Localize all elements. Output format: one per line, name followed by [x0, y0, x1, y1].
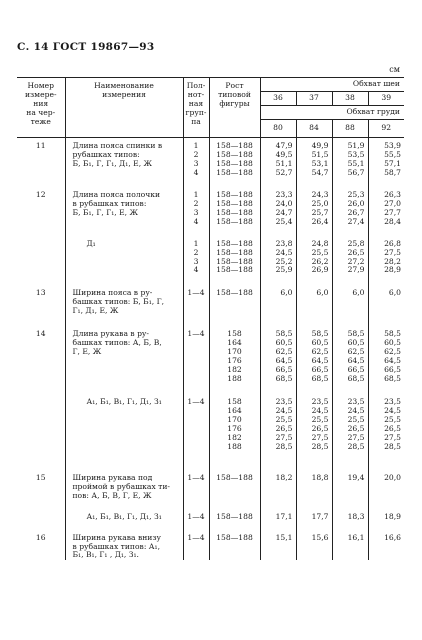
table-row — [17, 191, 404, 227]
size-value-col-1: 6,0 — [260, 289, 296, 316]
figure-height: 158—188 — [209, 474, 260, 501]
measurement-number: 14 — [35, 329, 46, 339]
figure-height: 158 164 170 176 182 188 — [209, 398, 260, 452]
table-row — [17, 398, 404, 452]
measurement-name: Длина пояса спинки в рубашках типов: Б, Б₁, Г, Г₁, Д₁, Е, Ж — [65, 142, 183, 178]
table-row — [17, 534, 404, 561]
fullness-group: 1—4 — [183, 330, 209, 384]
size-value-col-2: 24,3 25,0 25,7 26,4 — [296, 191, 332, 227]
header-neck-38: 38 — [332, 92, 368, 106]
row-spacer — [17, 522, 404, 534]
page-header: С. 14 ГОСТ 19867—93 — [17, 41, 155, 53]
header-name: Наименование измерения — [65, 78, 183, 138]
size-value-col-1: 58,5 60,5 62,5 64,5 66,5 68,5 — [260, 330, 296, 384]
table-row — [17, 289, 404, 316]
size-value-col-3: 6,0 — [332, 289, 368, 316]
figure-height: 158—188 158—188 158—188 158—188 — [209, 191, 260, 227]
size-value-col-1: 15,1 — [260, 534, 296, 561]
measurement-number — [17, 398, 65, 452]
fullness-group: 1—4 — [183, 474, 209, 501]
table-row — [17, 330, 404, 384]
measurement-name: Ширина рукава внизу в рубашках типов: А₁, Б₁, В₁, Г₁ , Д₁, З₁. — [65, 534, 183, 561]
size-value-col-2: 24,8 25,5 26,2 26,9 — [296, 240, 332, 276]
size-value-col-2: 17,7 — [296, 513, 332, 522]
measurement-number: 13 — [35, 288, 46, 298]
row-spacer — [17, 501, 404, 513]
row-spacer — [17, 178, 404, 191]
unit-label: см — [389, 65, 400, 74]
measurement-number: 12 — [35, 189, 46, 199]
fullness-group: 1—4 — [183, 398, 209, 452]
measurement-number — [17, 513, 65, 522]
header-number: Номер измере- ния на чер- теже — [17, 78, 65, 138]
measurement-name: Д₁ — [65, 240, 183, 276]
row-spacer — [17, 316, 404, 330]
size-value-col-4: 6,0 — [368, 289, 404, 316]
size-value-col-3: 58,5 60,5 62,5 64,5 66,5 68,5 — [332, 330, 368, 384]
size-value-col-4: 53,9 55,5 57,1 58,7 — [368, 142, 404, 178]
figure-height: 158—188 — [209, 534, 260, 561]
size-value-col-1: 47,9 49,5 51,1 52,7 — [260, 142, 296, 178]
size-value-col-4: 18,9 — [368, 513, 404, 522]
header-chest-80: 80 — [260, 120, 296, 138]
fullness-group: 1—4 — [183, 534, 209, 561]
size-value-col-4: 20,0 — [368, 474, 404, 501]
size-value-col-1: 23,5 24,5 25,5 26,5 27,5 28,5 — [260, 398, 296, 452]
header-chest-88: 88 — [332, 120, 368, 138]
row-spacer — [17, 384, 404, 398]
size-value-col-1: 18,2 — [260, 474, 296, 501]
size-value-col-4: 23,5 24,5 25,5 26,5 27,5 28,5 — [368, 398, 404, 452]
row-spacer — [17, 452, 404, 474]
figure-height: 158—188 — [209, 289, 260, 316]
fullness-group: 1 2 3 4 — [183, 240, 209, 276]
header-neck-39: 39 — [368, 92, 404, 106]
table-row — [17, 142, 404, 178]
measurement-number: 15 — [35, 472, 46, 482]
row-spacer — [17, 275, 404, 289]
size-value-col-1: 17,1 — [260, 513, 296, 522]
size-value-col-2: 23,5 24,5 25,5 26,5 27,5 28,5 — [296, 398, 332, 452]
header-chest-84: 84 — [296, 120, 332, 138]
measurement-name: Ширина пояса в ру- башках типов: Б, Б₁, Г, Г₁, Д₁, Е, Ж — [65, 289, 183, 316]
size-value-col-1: 23,3 24,0 24,7 25,4 — [260, 191, 296, 227]
size-value-col-3: 16,1 — [332, 534, 368, 561]
table-row — [17, 474, 404, 501]
size-value-col-4: 16,6 — [368, 534, 404, 561]
measurement-name: Длина рукава в ру- башках типов: А, Б, В, Г, Е, Ж — [65, 330, 183, 384]
table-row — [17, 513, 404, 522]
size-value-col-4: 26,8 27,5 28,2 28,9 — [368, 240, 404, 276]
header-height: Рост типовой фигуры — [209, 78, 260, 138]
figure-height: 158—188 — [209, 513, 260, 522]
figure-height: 158—188 158—188 158—188 158—188 — [209, 142, 260, 178]
measurement-number: 11 — [35, 141, 46, 150]
size-value-col-1: 23,8 24,5 25,2 25,9 — [260, 240, 296, 276]
size-value-col-3: 18,3 — [332, 513, 368, 522]
header-neck-girth: Обхват шеи — [260, 78, 404, 92]
size-value-col-3: 19,4 — [332, 474, 368, 501]
figure-height: 158 164 170 176 182 188 — [209, 330, 260, 384]
row-spacer — [17, 227, 404, 240]
size-value-col-4: 58,5 60,5 62,5 64,5 66,5 68,5 — [368, 330, 404, 384]
measurement-name: А₁, Б₁, В₁, Г₁, Д₁, З₁ — [65, 398, 183, 452]
measurement-number — [17, 240, 65, 276]
fullness-group: 1 2 3 4 — [183, 142, 209, 178]
fullness-group: 1 2 3 4 — [183, 191, 209, 227]
size-value-col-2: 58,5 60,5 62,5 64,5 66,5 68,5 — [296, 330, 332, 384]
size-value-col-3: 23,5 24,5 25,5 26,5 27,5 28,5 — [332, 398, 368, 452]
size-value-col-3: 25,3 26,0 26,7 27,4 — [332, 191, 368, 227]
header-group: Пол- нот- ная груп- па — [183, 78, 209, 138]
size-value-col-4: 26,3 27,0 27,7 28,4 — [368, 191, 404, 227]
fullness-group: 1—4 — [183, 513, 209, 522]
size-value-col-2: 49,9 51,5 53,1 54,7 — [296, 142, 332, 178]
measurement-name: Ширина рукава под проймой в рубашках ти- пов: А, Б, В, Г, Е, Ж — [65, 474, 183, 501]
size-value-col-2: 15,6 — [296, 534, 332, 561]
header-chest-92: 92 — [368, 120, 404, 138]
size-value-col-3: 51,9 53,5 55,1 56,7 — [332, 142, 368, 178]
measurement-number: 16 — [35, 532, 46, 542]
measurements-table — [17, 77, 404, 560]
measurement-name: А₁, Б₁, В₁, Г₁, Д₁, З₁ — [65, 513, 183, 522]
figure-height: 158—188 158—188 158—188 158—188 — [209, 240, 260, 276]
fullness-group: 1—4 — [183, 289, 209, 316]
header-neck-37: 37 — [296, 92, 332, 106]
size-value-col-2: 6,0 — [296, 289, 332, 316]
header-neck-36: 36 — [260, 92, 296, 106]
size-value-col-2: 18,8 — [296, 474, 332, 501]
table-row — [17, 240, 404, 276]
header-chest-girth: Обхват груди — [260, 106, 404, 120]
size-value-col-3: 25,8 26,5 27,2 27,9 — [332, 240, 368, 276]
measurement-name: Длина пояса полочки в рубашках типов: Б, Б₁, Г, Г₁, Е, Ж — [65, 191, 183, 227]
